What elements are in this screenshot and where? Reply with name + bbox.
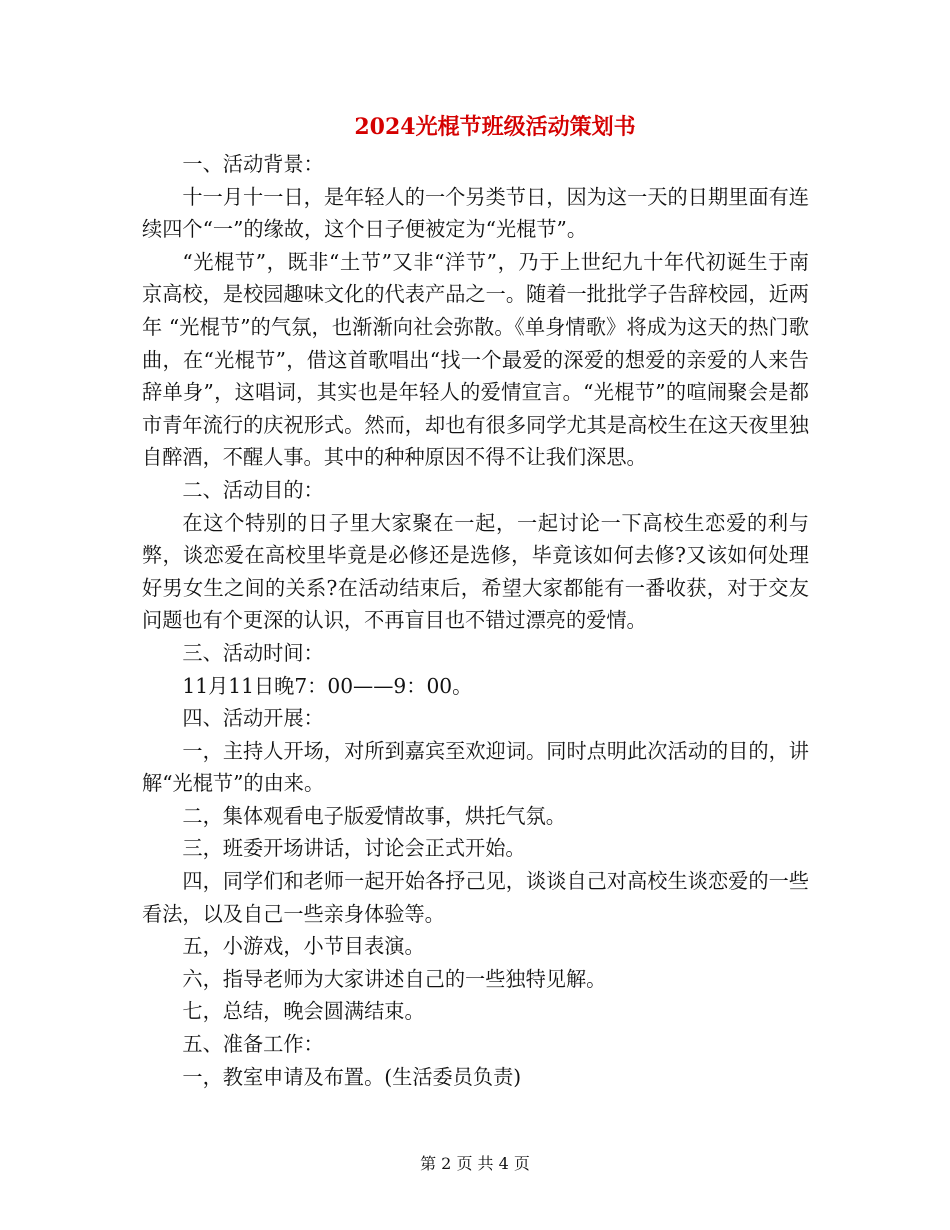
activity-item-5: 五，小游戏，小节目表演。 [182, 934, 425, 959]
activity-item-4: 四，同学们和老师一起开始各抒己见，谈谈自己对高校生谈恋爱的一些看法，以及自己一些亲身体验等。 [142, 869, 809, 926]
document-body [142, 148, 809, 1093]
section-heading-preparation: 五、准备工作： [182, 1032, 324, 1057]
activity-item-2: 二，集体观看电子版爱情故事，烘托气氛。 [182, 803, 566, 828]
paragraph-purpose: 在这个特别的日子里大家聚在一起，一起讨论一下高校生恋爱的利与弊，谈恋爱在高校里毕竟是必修还是选修，毕竟该如何去修?又该如何处理好男女生之间的关系?在活动结束后，希望大家都能有一番收获，对于交友问题也有个更深的认识，不再盲目也不错过漂亮的爱情。 [142, 510, 809, 633]
section-heading-activities: 四、活动开展： [182, 706, 324, 731]
activity-item-3: 三，班委开场讲话，讨论会正式开始。 [182, 836, 526, 861]
section-heading-background: 一、活动背景： [182, 152, 324, 176]
preparation-item-1: 一，教室申请及布置。(生活委员负责) [182, 1064, 522, 1089]
paragraph-time: 11月11日晚7：00——9：00。 [182, 673, 473, 698]
activity-item-6: 六，指导老师为大家讲述自己的一些独特见解。 [182, 966, 607, 991]
paragraph-date-origin: 十一月十一日，是年轻人的一个另类节日，因为这一天的日期里面有连续四个“一”的缘故，这个日子便被定为“光棍节”。 [142, 184, 809, 242]
paragraph-festival-history: “光棍节”，既非“土节”又非“洋节”，乃于上世纪九十年代初诞生于南京高校，是校园趣味文化的代表产品之一。随着一批批学子告辞校园，近两年 “光棍节”的气氛，也渐渐向社会弥散。《单身情歌》将成为这天的热门歌曲，在“光棍节”，借这首歌唱出“找一个最爱的深爱的想爱的亲爱的人来告辞单身”，这唱词，其实也是年轻人的爱情宣言。“光棍节”的喧闹聚会是都市青年流行的庆祝形式。然而，却也有很多同学尤其是高校生在这天夜里独自醉酒，不醒人事。其中的种种原因不得不让我们深思。 [142, 249, 809, 470]
section-heading-purpose: 二、活动目的： [182, 477, 324, 502]
page-number-footer: 第 2 页 共 4 页 [420, 1154, 530, 1173]
section-heading-time: 三、活动时间： [182, 640, 324, 665]
activity-item-7: 七，总结，晚会圆满结束。 [182, 999, 425, 1024]
document-title: 2024光棍节班级活动策划书 [354, 114, 636, 140]
activity-item-1: 一，主持人开场，对所到嘉宾至欢迎词。同时点明此次活动的目的，讲解“光棍节”的由来。 [142, 738, 809, 796]
